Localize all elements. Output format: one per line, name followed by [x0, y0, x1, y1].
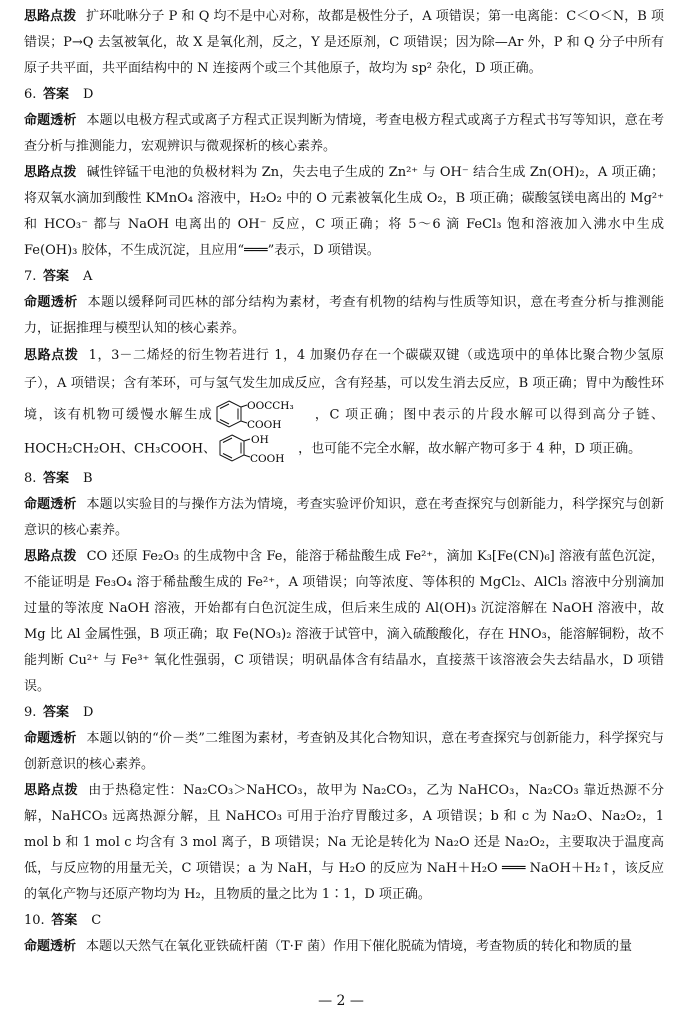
answer-label: 答案 [42, 705, 69, 720]
question-8-header [24, 466, 664, 492]
page-number: — 2 — [318, 993, 364, 1009]
section-text: 本题以缓释阿司匹林的部分结构为素材，考查有机物的结构与性质等知识，意在考查分析与推测能力，证据推理与模型认知的核心素养。 [24, 295, 664, 336]
section-text: CO 还原 Fe₂O₃ 的生成物中含 Fe，能溶于稀盐酸生成 Fe²⁺，滴加 K₃[Fe(CN)₆] 溶液有蓝色沉淀，不能证明是 Fe₃O₄ 溶于稀盐酸生成的 Fe²⁺，A 项错误；向等浓度、等体积的 MgCl₂、AlCl₃ 溶液中分别滴加过量的等浓度 NaOH 溶液，开始都有白色沉淀生成，但后来生成的 Al(OH)₃ 沉淀溶解在 NaOH 溶液中，故 Mg 比 Al 金属性强，B 项正确；取 Fe(NO₃)₂ 溶液于试管中，滴入硫酸酸化，存在 HNO₃，能溶解铜粉，故不能判断 Cu²⁺ 与 Fe³⁺ 氧化性强弱，C 项错误；明矾晶体含有结晶水，直接蒸干该溶液会失去结晶水，D 项错误。 [24, 549, 664, 694]
answer-value: B [82, 471, 93, 486]
section-label: 命题透析 [24, 497, 77, 512]
answer-value: D [82, 705, 94, 720]
q9-hint [24, 778, 664, 908]
q9-analysis [24, 726, 664, 778]
question-number: 10. [24, 913, 45, 928]
question-6-header [24, 82, 664, 108]
answer-label: 答案 [42, 471, 69, 486]
question-number: 8. [24, 471, 37, 486]
answer-value: D [82, 87, 94, 102]
question-number: 6. [24, 87, 37, 102]
section-text: 碱性锌锰干电池的负极材料为 Zn，失去电子生成的 Zn²⁺ 与 OH⁻ 结合生成 Zn(OH)₂，A 项正确；将双氧水滴加到酸性 KMnO₄ 溶液中，H₂O₂ 中的 O 元素被氧化生成 O₂，B 项正确；碳酸氢镁电离出的 Mg²⁺ 和 HCO₃⁻ 都与 NaOH 电离出的 OH⁻ 反应，C 项正确；将 5～6 滴 FeCl₃ 饱和溶液加入沸水中生成 Fe(OH)₃ 胶体，不生成沉淀，且应用“═══”表示，D 项错误。 [24, 165, 664, 258]
section-text: 扩环吡咻分子 P 和 Q 均不是中心对称，故都是极性分子，A 项错误；第一电离能：C＜O＜N，B 项错误；P→Q 去氢被氧化，故 X 是氧化剂，反之，Y 是还原剂，C 项错误；因为除—Ar 外，P 和 Q 分子中所有原子共平面，共平面结构中的 N 连接两个或三个其他原子，故均为 sp² 杂化，D 项正确。 [24, 9, 664, 76]
section-text: 1，3－二烯烃的衍生物若进行 1，4 加聚仍存在一个碳碳双键（或选项中的单体比聚合物少氢原子），A 项错误；含有苯环，可与氢气发生加成反应，含有羟基，可以发生消去反应，B 项正确；胃中为酸性环境，该有机物可缓慢水解生成 [24, 348, 664, 423]
hydrolysis-product-structure [215, 398, 311, 432]
section-label: 思路点拨 [24, 783, 79, 798]
section-text: 由于热稳定性：Na₂CO₃＞NaHCO₃，故甲为 Na₂CO₃，乙为 NaHCO₃，Na₂CO₃ 靠近热源不分解，NaHCO₃ 远离热源分解，且 NaHCO₃ 可用于治疗胃酸过多，A 项错误；b 和 c 为 Na₂O、Na₂O₂，1 mol b 和 1 mol c 均含有 3 mol 离子，B 项错误；Na 无论是转化为 Na₂O 还是 Na₂O₂，主要取决于温度高低，与反应物的用量无关，C 项错误；a 为 NaH，与 H₂O 的反应为 NaH＋H₂O ═══ NaOH＋H₂↑，该反应的氧化产物与还原产物均为 H₂，且物质的量之比为 1∶1，D 项正确。 [24, 783, 664, 902]
q10-analysis [24, 934, 664, 960]
q6-analysis [24, 108, 664, 160]
substituent-bottom: COOH [247, 419, 282, 431]
substituent-top: OH [251, 434, 269, 446]
section-label: 命题透析 [24, 113, 77, 128]
answer-page [24, 4, 664, 960]
benzene-ring-icon [215, 398, 311, 432]
question-10-header [24, 908, 664, 934]
answer-value: C [91, 913, 102, 928]
section-text: 本题以钠的“价－类”二维图为素材，考查钠及其化合物知识，意在考查探究与创新能力，科学探究与创新意识的核心素养。 [24, 731, 664, 772]
section-label: 思路点拨 [24, 549, 77, 564]
question-number: 7. [24, 269, 37, 284]
section-text: ，也可能不完全水解，故水解产物可多于 4 种，D 项正确。 [298, 441, 642, 457]
q6-hint [24, 160, 664, 264]
benzene-ring-icon [218, 432, 296, 466]
substituent-top: OOCCH₃ [247, 400, 294, 412]
question-9-header [24, 700, 664, 726]
section-label: 命题透析 [24, 731, 77, 746]
section-label: 命题透析 [24, 939, 77, 954]
q8-hint [24, 544, 664, 700]
section-label: 思路点拨 [24, 9, 77, 24]
section-label: 思路点拨 [24, 348, 79, 363]
section-text: 本题以天然气在氧化亚铁硫杆菌（T·F 菌）作用下催化脱硫为情境，考查物质的转化和物质的量 [86, 939, 632, 954]
section-label: 思路点拨 [24, 165, 77, 180]
q7-analysis [24, 290, 664, 342]
answer-label: 答案 [42, 269, 69, 284]
section-text: 本题以实验目的与操作方法为情境，考查实验评价知识，意在考查探究与创新能力，科学探究与创新意识的核心素养。 [24, 497, 664, 538]
question-number: 9. [24, 705, 37, 720]
q7-hint [24, 342, 664, 466]
intro-paragraph [24, 4, 664, 82]
answer-label: 答案 [42, 87, 69, 102]
answer-value: A [82, 269, 93, 284]
substituent-bottom: COOH [250, 453, 285, 465]
q8-analysis [24, 492, 664, 544]
section-text: 本题以电极方程式或离子方程式正误判断为情境，考查电极方程式或离子方程式书写等知识，意在考查分析与推测能力，宏观辨识与微观探析的核心素养。 [24, 113, 664, 154]
section-text: ，C 项正确；图中表示的片段水解可以得到高分子链、HOCH₂CH₂OH、CH₃COOH、 [24, 407, 664, 457]
question-7-header [24, 264, 664, 290]
section-label: 命题透析 [24, 295, 78, 310]
answer-label: 答案 [51, 913, 78, 928]
hydrolysis-product-structure-2 [218, 432, 296, 466]
